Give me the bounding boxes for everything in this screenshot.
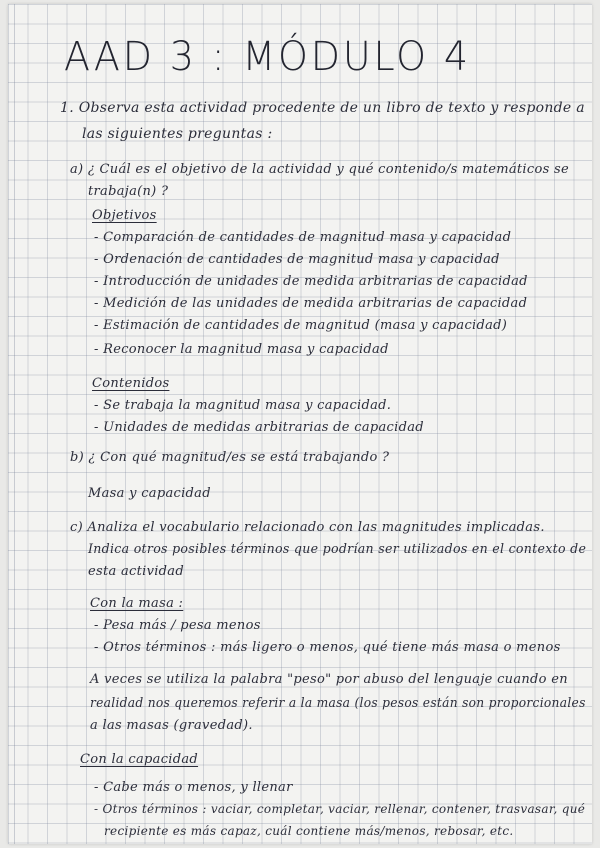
question-c-line-3: esta actividad: [88, 564, 184, 579]
mass-note-line-1: A veces se utiliza la palabra "peso" por abuso del lenguaje cuando en: [90, 672, 568, 687]
question-1-line-2: las siguientes preguntas :: [82, 126, 273, 142]
page-margin-line: [14, 4, 15, 844]
capacity-item: - Cabe más o menos, y llenar: [94, 780, 293, 795]
objective-item: - Ordenación de cantidades de magnitud masa y capacidad: [94, 252, 500, 267]
capacity-item-continued: recipiente es más capaz, cuál contiene más/menos, rebosar, etc.: [104, 824, 514, 838]
content-item: - Unidades de medidas arbitrarias de capacidad: [94, 420, 424, 435]
mass-item: - Otros términos : más ligero o menos, qué tiene más masa o menos: [94, 640, 561, 655]
mass-note-line-2: realidad nos queremos referir a la masa (los pesos están son proporcionales: [90, 696, 586, 711]
objective-item: - Comparación de cantidades de magnitud masa y capacidad: [94, 230, 512, 245]
content-item: - Se trabaja la magnitud masa y capacidad.: [94, 398, 392, 413]
capacity-heading: Con la capacidad: [80, 752, 199, 767]
question-b: b) ¿ Con qué magnitud/es se está trabajando ?: [70, 450, 390, 465]
page-title: AAD 3 : MÓDULO 4: [64, 34, 471, 80]
question-c-line-2: Indica otros posibles términos que podrían ser utilizados en el contexto de: [88, 542, 587, 557]
mass-item: - Pesa más / pesa menos: [94, 618, 261, 633]
objectives-heading: Objetivos: [92, 208, 157, 223]
capacity-item: - Otros términos : vaciar, completar, vaciar, rellenar, contener, trasvasar, qué: [94, 802, 586, 816]
contents-heading: Contenidos: [92, 376, 170, 391]
objective-item: - Introducción de unidades de medida arbitrarias de capacidad: [94, 274, 528, 289]
mass-heading: Con la masa :: [90, 596, 184, 611]
notebook-page: [8, 4, 592, 844]
objective-item: - Medición de las unidades de medida arbitrarias de capacidad: [94, 296, 528, 311]
mass-note-line-3: a las masas (gravedad).: [90, 718, 253, 733]
question-a-line-1: a) ¿ Cuál es el objetivo de la actividad y qué contenido/s matemáticos se: [70, 162, 569, 177]
answer-b: Masa y capacidad: [88, 486, 211, 501]
question-a-line-2: trabaja(n) ?: [88, 184, 169, 199]
objective-item: - Estimación de cantidades de magnitud (masa y capacidad): [94, 318, 508, 333]
objective-item: - Reconocer la magnitud masa y capacidad: [94, 342, 389, 357]
question-1-line-1: 1. Observa esta actividad procedente de un libro de texto y responde a: [60, 100, 585, 116]
question-c-line-1: c) Analiza el vocabulario relacionado con las magnitudes implicadas.: [70, 520, 545, 535]
